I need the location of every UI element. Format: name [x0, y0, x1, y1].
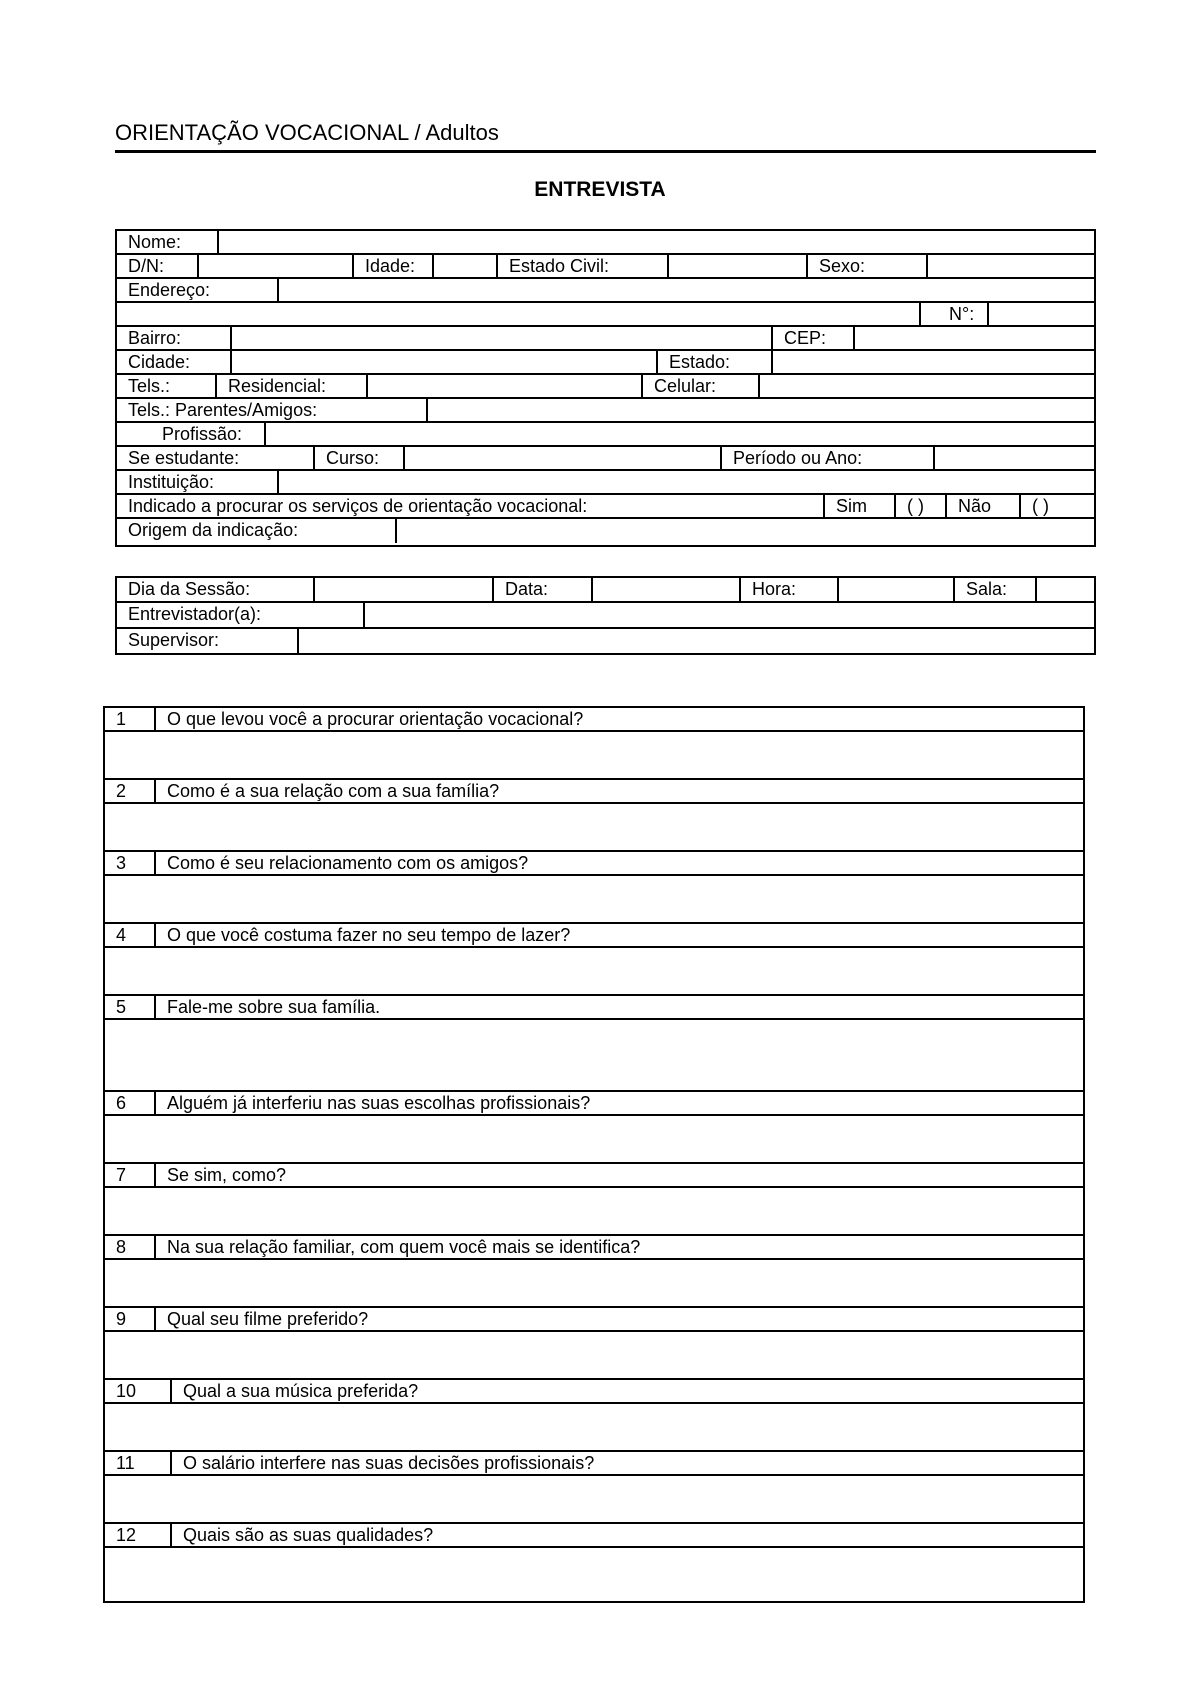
- nao-label: Não: [958, 496, 992, 516]
- form-row-telefones: [117, 375, 1094, 399]
- question-number: 2: [116, 781, 127, 801]
- hora-field[interactable]: [839, 578, 953, 601]
- question-text: Fale-me sobre sua família.: [154, 996, 1083, 1018]
- question-number: 4: [116, 925, 127, 945]
- estado-civil-label: Estado Civil:: [509, 256, 610, 276]
- answer-field[interactable]: [105, 1548, 1083, 1593]
- question-row: [105, 996, 1083, 1020]
- question-text: Qual seu filme preferido?: [154, 1308, 1083, 1330]
- question-number: 10: [116, 1381, 137, 1401]
- idade-label: Idade:: [365, 256, 416, 276]
- question-row: [105, 852, 1083, 876]
- entrevistador-field[interactable]: [365, 603, 1094, 627]
- answer-field[interactable]: [105, 1404, 1083, 1452]
- question-row: [105, 1524, 1083, 1548]
- cidade-label: Cidade:: [128, 352, 191, 372]
- question-number: 6: [116, 1093, 127, 1113]
- tels-parentes-field[interactable]: [428, 399, 1094, 421]
- nome-label: Nome:: [128, 232, 182, 252]
- question-text: Na sua relação familiar, com quem você mais se identifica?: [154, 1236, 1083, 1258]
- document-title: ENTREVISTA: [534, 178, 666, 201]
- cidade-field[interactable]: [232, 351, 656, 373]
- nome-field[interactable]: [219, 231, 1094, 253]
- question-row: [105, 1308, 1083, 1332]
- dia-sessao-field[interactable]: [315, 578, 492, 601]
- answer-field[interactable]: [105, 804, 1083, 852]
- question-row: [105, 1236, 1083, 1260]
- form-row-endereco: [117, 279, 1094, 303]
- answer-field[interactable]: [105, 1476, 1083, 1524]
- form-row-indicado: [117, 495, 1094, 519]
- sim-label: Sim: [836, 496, 867, 516]
- question-text: Alguém já interferiu nas suas escolhas profissionais?: [154, 1092, 1083, 1114]
- answer-field[interactable]: [105, 1332, 1083, 1380]
- session-row-dia: [117, 578, 1094, 603]
- question-text: Como é seu relacionamento com os amigos?: [154, 852, 1083, 874]
- endereco-label: Endereço:: [128, 280, 211, 300]
- estado-civil-field[interactable]: [669, 255, 806, 277]
- form-row-instituicao: [117, 471, 1094, 495]
- nao-checkbox[interactable]: ( ): [1032, 496, 1049, 516]
- cep-label: CEP:: [784, 328, 827, 348]
- periodo-label: Período ou Ano:: [733, 448, 863, 468]
- question-text: Se sim, como?: [154, 1164, 1083, 1186]
- supervisor-label: Supervisor:: [128, 630, 220, 650]
- idade-field[interactable]: [434, 255, 496, 277]
- form-row-nome: [117, 231, 1094, 255]
- estado-field[interactable]: [773, 351, 1094, 373]
- tels-parentes-label: Tels.: Parentes/Amigos:: [128, 400, 318, 420]
- origem-field[interactable]: [397, 519, 1094, 543]
- residencial-field[interactable]: [368, 375, 641, 397]
- header-title: ORIENTAÇÃO VOCACIONAL / Adultos: [115, 120, 499, 145]
- answer-field[interactable]: [105, 1188, 1083, 1236]
- question-text: O que você costuma fazer no seu tempo de lazer?: [154, 924, 1083, 946]
- entrevistador-label: Entrevistador(a):: [128, 604, 262, 624]
- origem-label: Origem da indicação:: [128, 520, 299, 540]
- question-text: O que levou você a procurar orientação vocacional?: [154, 708, 1083, 730]
- answer-field[interactable]: [105, 1116, 1083, 1164]
- answer-field[interactable]: [105, 948, 1083, 996]
- celular-label: Celular:: [654, 376, 717, 396]
- bairro-label: Bairro:: [128, 328, 182, 348]
- dia-sessao-label: Dia da Sessão:: [128, 579, 251, 599]
- profissao-label: Profissão:: [162, 424, 243, 444]
- question-text: Qual a sua música preferida?: [170, 1380, 1083, 1402]
- dn-label: D/N:: [128, 256, 164, 276]
- supervisor-field[interactable]: [299, 629, 1094, 653]
- sala-label: Sala:: [966, 579, 1008, 599]
- question-text: Como é a sua relação com a sua família?: [154, 780, 1083, 802]
- session-form: [115, 576, 1096, 655]
- instituicao-label: Instituição:: [128, 472, 215, 492]
- form-row-cidade: [117, 351, 1094, 375]
- page-header: [115, 120, 1096, 153]
- question-number: 7: [116, 1165, 127, 1185]
- form-row-bairro: [117, 327, 1094, 351]
- question-number: 9: [116, 1309, 127, 1329]
- question-row: [105, 1452, 1083, 1476]
- question-row: [105, 1164, 1083, 1188]
- hora-label: Hora:: [752, 579, 797, 599]
- question-text: O salário interfere nas suas decisões profissionais?: [170, 1452, 1083, 1474]
- questionnaire: [103, 706, 1085, 1603]
- question-number: 11: [116, 1453, 135, 1473]
- sim-checkbox[interactable]: ( ): [907, 496, 924, 516]
- curso-label: Curso:: [326, 448, 380, 468]
- answer-field[interactable]: [105, 876, 1083, 924]
- form-row-endereco-numero: [117, 303, 1094, 327]
- question-row: [105, 708, 1083, 732]
- answer-field[interactable]: [105, 1020, 1083, 1092]
- instituicao-field[interactable]: [279, 471, 1094, 493]
- question-row: [105, 1092, 1083, 1116]
- numero-label: N°:: [949, 304, 975, 324]
- endereco-continuation-field[interactable]: [117, 303, 919, 325]
- answer-field[interactable]: [105, 732, 1083, 780]
- form-row-estudante: [117, 447, 1094, 471]
- se-estudante-label: Se estudante:: [128, 448, 240, 468]
- question-row: [105, 924, 1083, 948]
- question-number: 3: [116, 853, 127, 873]
- tels-label: Tels.:: [128, 376, 171, 396]
- form-row-dados: [117, 255, 1094, 279]
- periodo-field[interactable]: [935, 447, 1094, 469]
- question-number: 8: [116, 1237, 127, 1257]
- curso-field[interactable]: [405, 447, 720, 469]
- residencial-label: Residencial:: [228, 376, 327, 396]
- numero-field[interactable]: [989, 303, 1094, 325]
- cep-field[interactable]: [855, 327, 1094, 349]
- form-row-tels-parentes: [117, 399, 1094, 423]
- question-row: [105, 1380, 1083, 1404]
- sexo-field[interactable]: [928, 255, 1094, 277]
- form-row-profissao: [117, 423, 1094, 447]
- session-row-supervisor: [117, 629, 1094, 653]
- estado-label: Estado:: [669, 352, 731, 372]
- bairro-field[interactable]: [232, 327, 771, 349]
- data-field[interactable]: [593, 578, 739, 601]
- profissao-field[interactable]: [266, 423, 1094, 445]
- session-row-entrevistador: [117, 603, 1094, 629]
- form-row-origem: [117, 519, 1094, 543]
- celular-field[interactable]: [760, 375, 1094, 397]
- sexo-label: Sexo:: [819, 256, 866, 276]
- dn-field[interactable]: [199, 255, 352, 277]
- endereco-field[interactable]: [279, 279, 1094, 301]
- question-text: Quais são as suas qualidades?: [170, 1524, 1083, 1546]
- question-number: 1: [116, 709, 127, 729]
- question-row: [105, 780, 1083, 804]
- sala-field[interactable]: [1037, 578, 1094, 601]
- question-number: 12: [116, 1525, 137, 1545]
- question-number: 5: [116, 997, 127, 1017]
- answer-field[interactable]: [105, 1260, 1083, 1308]
- data-label: Data:: [505, 579, 549, 599]
- personal-data-form: [115, 229, 1096, 547]
- indicado-label: Indicado a procurar os serviços de orientação vocacional:: [128, 496, 588, 516]
